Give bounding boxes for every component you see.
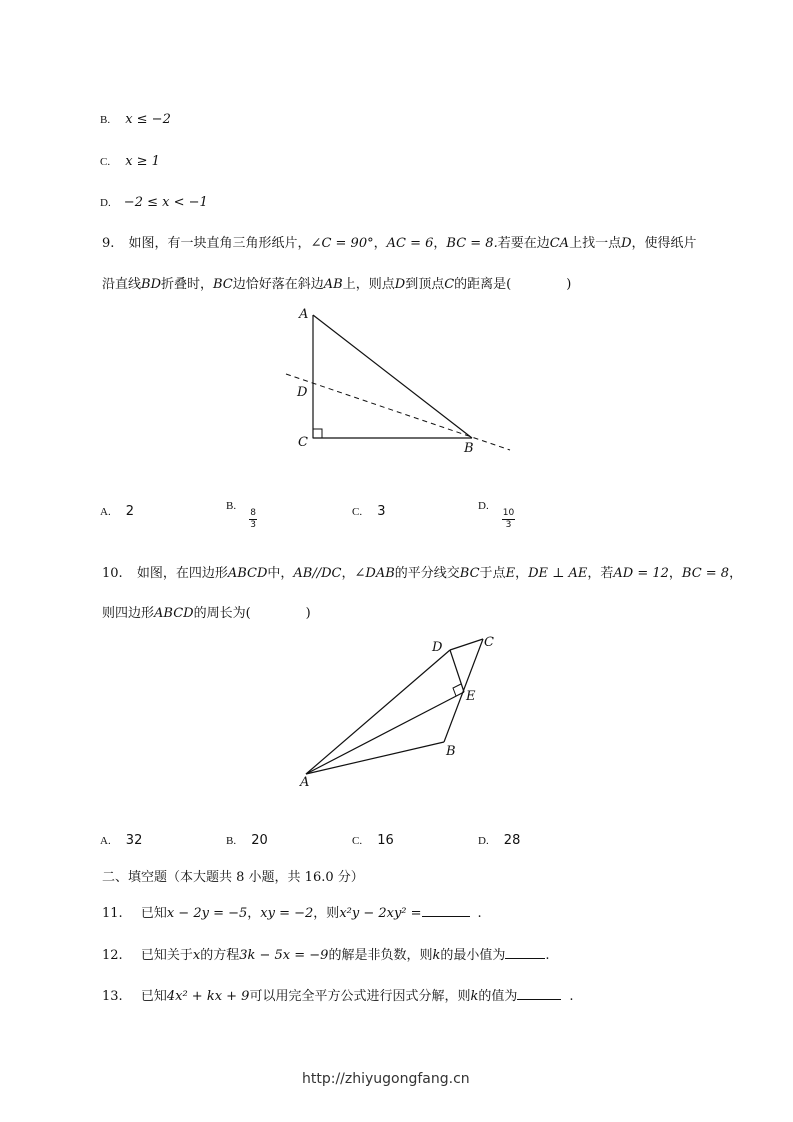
q9-option-d: [478, 500, 515, 531]
math-expression: k: [470, 989, 479, 1004]
math-expression: x: [192, 948, 201, 963]
stem-text: 如图，有一块直角三角形纸片，: [128, 236, 311, 251]
answer-blank[interactable]: [422, 904, 470, 917]
q9-option-b: [226, 500, 257, 531]
stem-text: ，: [341, 566, 355, 581]
q9-stem-line2: [102, 273, 571, 292]
math-expression: AB//DC: [293, 566, 342, 581]
option-letter: B.: [226, 500, 237, 512]
stem-text: 中，: [267, 566, 294, 581]
math-expression: BC: [213, 277, 233, 292]
question-number: 12.: [102, 948, 123, 963]
math-expression: x − 2y = −5: [166, 906, 248, 921]
stem-text: ，则: [313, 906, 340, 921]
stem-text: 于点: [479, 566, 506, 581]
math-expression: AC = 6: [386, 236, 434, 251]
q10-option-a: [100, 829, 142, 848]
stem-text: 若要在边: [497, 236, 550, 251]
section-title: 二、填空题（本大题共 8 小题，共 16.0 分）: [102, 870, 364, 885]
option-value: 20: [251, 833, 268, 848]
stem-text: ，: [247, 906, 261, 921]
option-value: 16: [377, 833, 394, 848]
q12-stem: [102, 944, 550, 963]
q10-option-c: [352, 829, 394, 848]
q11-stem: [102, 902, 482, 921]
math-expression: AD = 12: [613, 566, 669, 581]
option-expression: −2 ≤ x < −1: [123, 195, 208, 210]
footer-url[interactable]: http://zhiyugongfang.cn: [302, 1071, 470, 1087]
stem-text: 已知关于: [140, 948, 193, 963]
q9-option-c: [352, 500, 385, 519]
stem-text: 的平分线交: [394, 566, 460, 581]
math-expression: ABCD: [154, 606, 194, 621]
option-expression: x ≤ −2: [125, 112, 171, 127]
option-letter: D.: [100, 197, 111, 209]
stem-text: ，若: [587, 566, 614, 581]
label-b: B: [446, 744, 456, 759]
stem-text: 可以用完全平方公式进行因式分解，则: [249, 989, 471, 1004]
segment-ae: [306, 692, 464, 774]
fold-line-bd: [286, 374, 510, 450]
q10-stem-line2: [102, 602, 311, 621]
stem-text: .: [477, 906, 482, 921]
stem-text: 的距离是(: [454, 277, 512, 292]
q10-option-d: [478, 829, 520, 848]
option-letter: C.: [100, 156, 111, 168]
option-fraction: [249, 508, 257, 531]
stem-text: 已知: [140, 906, 167, 921]
math-expression: xy = −2: [260, 906, 314, 921]
segment-dc: [450, 639, 483, 650]
stem-text: ，: [515, 566, 529, 581]
math-expression: C: [444, 277, 455, 292]
stem-text: ，: [373, 236, 387, 251]
stem-text: 的最小值为: [440, 948, 506, 963]
math-expression: x²y − 2xy² =: [339, 906, 422, 921]
stem-text: 的周长为(: [193, 606, 251, 621]
option-letter: B.: [100, 114, 111, 126]
math-expression: D: [394, 277, 406, 292]
math-expression: AB: [323, 277, 343, 292]
label-c: C: [484, 635, 494, 650]
q10-option-b: [226, 829, 268, 848]
math-expression: CA: [549, 236, 570, 251]
label-a: A: [300, 775, 310, 790]
segment-ad: [306, 650, 450, 774]
stem-text: 如图，在四边形: [136, 566, 228, 581]
label-a: A: [299, 307, 309, 322]
math-expression: ∠DAB: [354, 566, 395, 581]
q8-option-b: [100, 108, 171, 127]
label-e: E: [466, 689, 476, 704]
question-number: 13.: [102, 989, 123, 1004]
segment-ba: [306, 742, 444, 774]
stem-text: 的方程: [200, 948, 240, 963]
stem-text: ，: [433, 236, 447, 251]
option-value: 32: [125, 833, 143, 848]
question-number: 10.: [102, 566, 123, 581]
math-expression: BD: [141, 277, 161, 292]
option-expression: x ≥ 1: [125, 154, 160, 169]
option-letter: C.: [352, 506, 363, 518]
question-number: 9.: [102, 236, 115, 251]
stem-text: .: [569, 989, 574, 1004]
label-d: D: [432, 640, 443, 655]
question-number: 11.: [102, 906, 123, 921]
stem-text: ，: [729, 566, 743, 581]
stem-text: 到顶点: [405, 277, 445, 292]
stem-text: 上找一点: [569, 236, 622, 251]
label-d: D: [297, 385, 308, 400]
stem-text: 上，则点: [342, 277, 395, 292]
stem-text: 则四边形: [102, 606, 155, 621]
stem-text: 折叠时，: [161, 277, 214, 292]
denominator: 3: [505, 520, 512, 530]
q10-stem-line1: [102, 562, 742, 581]
math-expression: DE ⊥ AE: [528, 566, 588, 581]
math-expression: 3k − 5x = −9: [239, 948, 329, 963]
answer-blank[interactable]: [517, 987, 561, 1000]
q8-option-d: [100, 191, 208, 210]
stem-text: 已知: [140, 989, 167, 1004]
stem-text: ): [566, 277, 572, 292]
label-b: B: [464, 441, 474, 456]
option-value: 3: [377, 504, 386, 519]
option-letter: C.: [352, 835, 363, 847]
option-fraction: [502, 508, 515, 531]
option-letter: A.: [100, 835, 111, 847]
option-letter: B.: [226, 835, 237, 847]
option-value: 2: [125, 504, 135, 519]
stem-text: 的值为: [478, 989, 518, 1004]
q8-option-c: [100, 150, 160, 169]
math-expression: E: [505, 566, 516, 581]
option-letter: A.: [100, 506, 111, 518]
math-expression: ABCD: [227, 566, 268, 581]
stem-text: ，使得纸片: [631, 236, 697, 251]
numerator: 8: [250, 508, 256, 518]
numerator: 10: [502, 508, 515, 518]
segment-ab: [313, 315, 472, 438]
math-expression: BC = 8.: [446, 236, 498, 251]
q10-quadrilateral-figure: [290, 630, 510, 790]
denominator: 3: [250, 520, 256, 530]
option-letter: D.: [478, 500, 489, 512]
q9-triangle-figure: [280, 300, 520, 460]
stem-text: 边恰好落在斜边: [232, 277, 324, 292]
math-expression: 4x² + kx + 9: [166, 989, 250, 1004]
q9-option-a: [100, 500, 134, 519]
stem-text: 沿直线: [102, 277, 142, 292]
q9-stem-line1: [102, 232, 697, 251]
stem-text: .: [545, 948, 550, 963]
math-expression: ∠C = 90°: [310, 236, 374, 251]
math-expression: D: [621, 236, 632, 251]
math-expression: BC = 8: [681, 566, 730, 581]
right-angle-mark: [313, 429, 322, 438]
option-letter: D.: [478, 835, 489, 847]
q13-stem: [102, 985, 574, 1004]
option-value: 28: [503, 833, 521, 848]
stem-text: 的解是非负数，则: [328, 948, 433, 963]
math-expression: BC: [459, 566, 480, 581]
stem-text: ): [305, 606, 311, 621]
answer-blank[interactable]: [505, 946, 545, 959]
label-c: C: [298, 435, 308, 450]
stem-text: ，: [668, 566, 682, 581]
math-expression: k: [432, 948, 441, 963]
